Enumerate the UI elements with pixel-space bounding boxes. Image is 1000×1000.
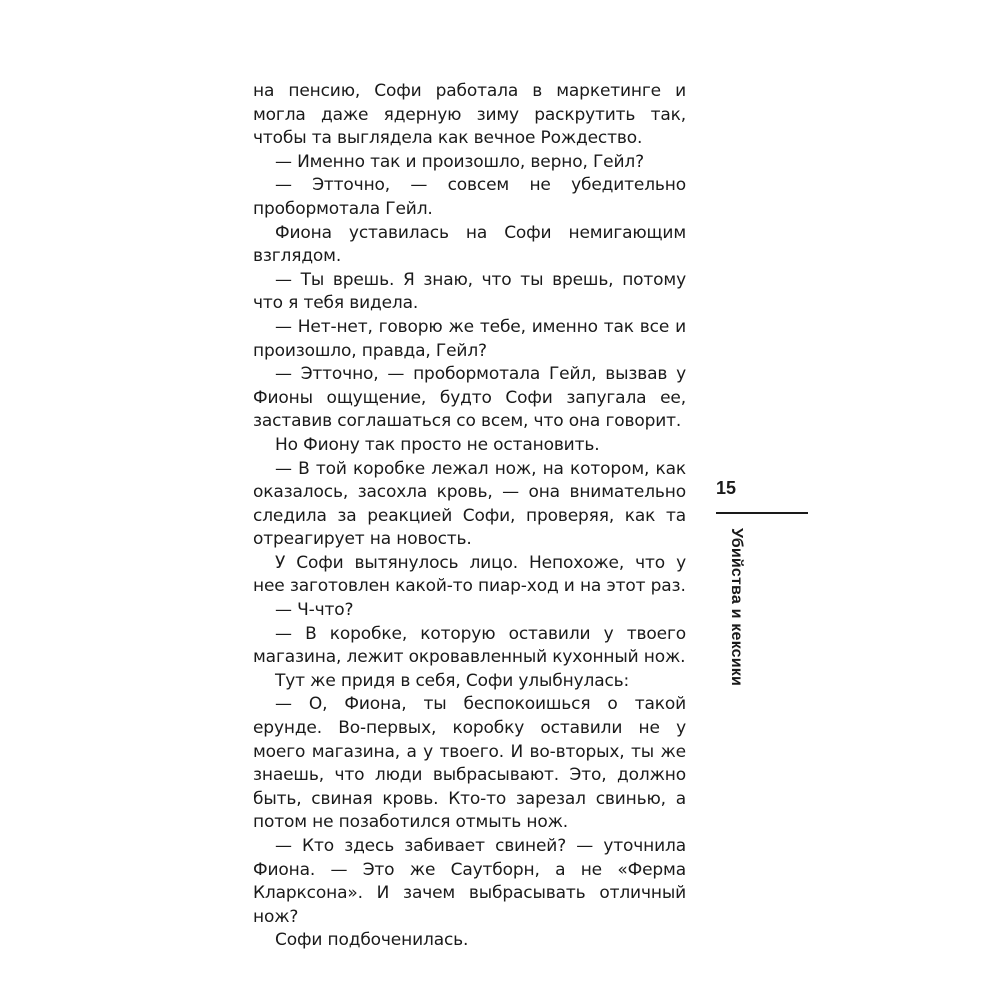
paragraph: — В коробке, которую оставили у твоего магазина, лежит окровавленный кухонный нож. — [253, 623, 686, 668]
paragraph: — Именно так и произошло, верно, Гейл? — [275, 151, 644, 172]
paragraph: — Ч-что? — [275, 600, 354, 621]
paragraph: Тут же придя в себя, Софи улыбнулась: — [275, 670, 630, 691]
paragraph: — О, Фиона, ты беспокоишься о такой ерунде. Во-первых, коробку оставили не у моего магазина, а у твоего. И во-вторых, ты же знаешь, что люди выбрасывают. Это, должно быть, свиная кровь. Кто-то зарезал свинью, а потом не позаботился отмыть нож. — [253, 694, 686, 833]
body-text — [253, 80, 686, 953]
divider-rule — [716, 512, 808, 514]
paragraph: Фиона уставилась на Софи немигающим взглядом. — [253, 222, 686, 267]
paragraph: — В той коробке лежал нож, на котором, как оказалось, засохла кровь, — она внимательно следила за реакцией Софи, проверяя, как та отреагирует на новость. — [253, 458, 686, 550]
paragraph: Но Фиону так просто не остановить. — [275, 434, 600, 455]
paragraph: Софи подбоченилась. — [275, 930, 469, 951]
paragraph: — Кто здесь забивает свиней? — уточнила Фиона. — Это же Саутборн, а не «Ферма Кларксона». И зачем выбрасывать отличный нож? — [253, 836, 686, 927]
paragraph: — Этточно, — пробормотала Гейл, вызвав у Фионы ощущение, будто Софи запугала ее, заставив соглашаться со всем, что она говорит. — [253, 364, 686, 432]
paragraph: — Нет-нет, говорю же тебе, именно так все и произошло, правда, Гейл? — [253, 316, 686, 361]
running-title: Убийства и кексики — [728, 528, 745, 686]
paragraph: на пенсию, Софи работала в маркетинге и могла даже ядерную зиму раскрутить так, чтобы та выглядела как вечное Рождество. — [253, 81, 686, 149]
paragraph: — Этточно, — совсем не убедительно пробормотала Гейл. — [253, 175, 686, 219]
paragraph: — Ты врешь. Я знаю, что ты врешь, потому что я тебя видела. — [253, 269, 686, 314]
page-number: 15 — [716, 478, 737, 498]
paragraph: У Софи вытянулось лицо. Непохоже, что у нее заготовлен какой-то пиар-ход и на этот раз. — [253, 552, 686, 597]
